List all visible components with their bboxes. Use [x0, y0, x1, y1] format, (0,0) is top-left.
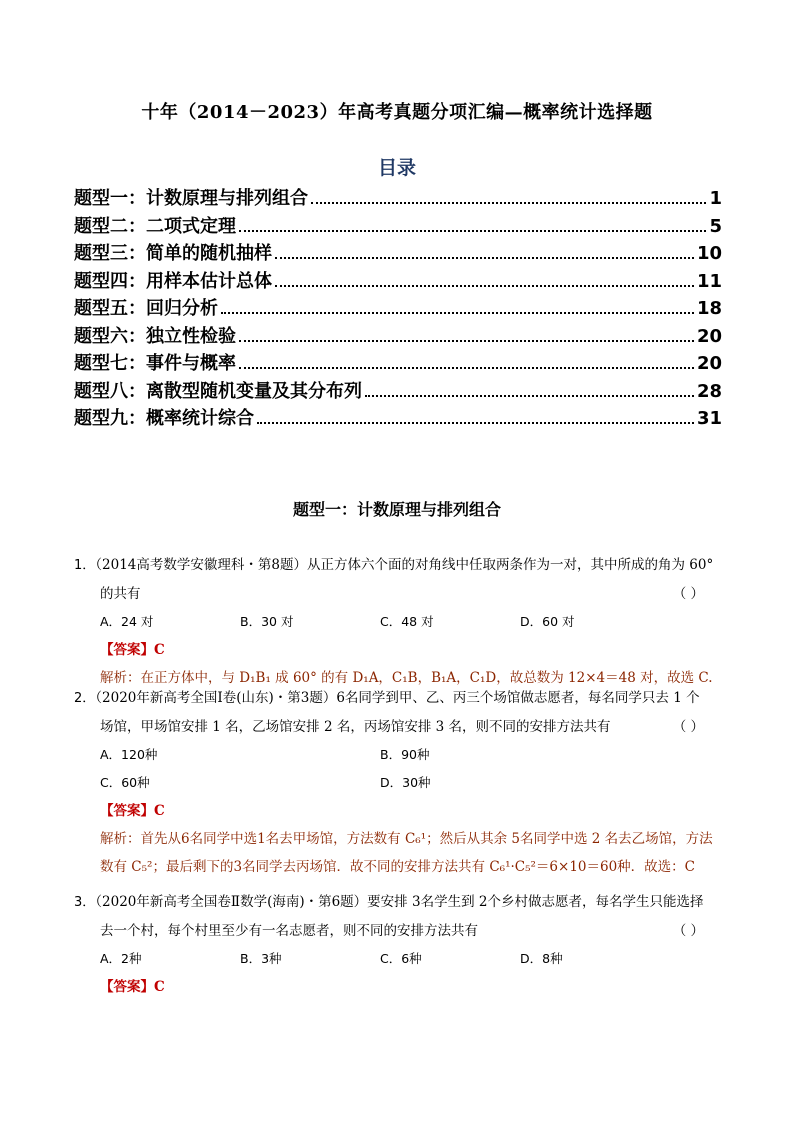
leader-dots: [257, 422, 694, 424]
leader-dots: [275, 257, 694, 259]
leader-dots: [365, 395, 694, 397]
toc-page-number: 28: [696, 380, 722, 402]
toc-item[interactable]: 题型二：二项式定理 5: [74, 215, 722, 237]
leader-dots: [275, 285, 694, 287]
option-a: A．2种: [100, 951, 142, 966]
options: [74, 741, 734, 769]
option-d: D．30种: [380, 775, 431, 790]
option-b: B．3种: [240, 951, 282, 966]
options: [74, 608, 734, 636]
option-a: A．24 对: [100, 614, 154, 629]
answer-bracket: （ ）: [672, 923, 704, 939]
options: [74, 945, 734, 973]
option-b: B．30 对: [240, 614, 294, 629]
toc-item[interactable]: 题型四：用样本估计总体 11: [74, 270, 722, 292]
option-d: D．60 对: [520, 614, 575, 629]
leader-dots: [221, 312, 694, 314]
question-text: 去一个村，每个村里至少有一名志愿者，则不同的安排方法共有: [100, 923, 478, 939]
toc-item[interactable]: 题型三：简单的随机抽样 10: [74, 243, 722, 264]
answer-label: 【答案】C: [100, 803, 165, 819]
table-of-contents: [74, 184, 722, 432]
question-1: [74, 551, 734, 692]
option-c: C．48 对: [380, 614, 434, 629]
document-title: 十年（2014－2023）年高考真题分项汇编—概率统计选择题: [141, 102, 653, 123]
explanation: 解析：在正方体中，与 D₁B₁ 成 60° 的有 D₁A，C₁B，B₁A，C₁D，故总数为 12×4＝48 对，故选 C.: [100, 670, 713, 686]
question-2: [74, 684, 734, 881]
toc-page-number: 20: [696, 353, 722, 374]
toc-page-number: 18: [696, 298, 722, 319]
explanation: 解析：首先从6名同学中选1名去甲场馆，方法数有 C₆¹；然后从其余 5名同学中选 2 名去乙场馆，方法: [100, 831, 713, 847]
options: [74, 769, 734, 797]
option-a: A．120种: [100, 747, 158, 762]
toc-page-number: 10: [696, 243, 722, 264]
toc-item[interactable]: 题型九：概率统计综合 31: [74, 408, 722, 429]
answer-label: 【答案】C: [100, 642, 165, 658]
option-d: D．8种: [520, 951, 563, 966]
toc-item[interactable]: 题型五：回归分析 18: [74, 298, 722, 319]
toc-heading: 目录: [377, 157, 416, 179]
section-title: 题型一：计数原理与排列组合: [292, 500, 501, 519]
question-number: 1．: [74, 558, 96, 573]
option-c: C．60种: [100, 775, 150, 790]
leader-dots: [311, 202, 706, 204]
question-text: 场馆，甲场馆安排 1 名，乙场馆安排 2 名，丙场馆安排 3 名，则不同的安排方法共有: [100, 719, 611, 735]
question-number: 2．: [74, 691, 96, 706]
leader-dots: [239, 230, 706, 232]
answer-bracket: （ ）: [672, 719, 704, 735]
toc-item[interactable]: 题型六：独立性检验 20: [74, 325, 722, 347]
question-text: （2020年新高考全国Ⅰ卷(山东)・第3题）6名同学到甲、乙、丙三个场馆做志愿者，每名同学只去 1 个: [95, 690, 700, 706]
answer-bracket: （ ）: [672, 586, 704, 602]
question-text: （2020年新高考全国卷Ⅱ数学(海南)・第6题）要安排 3名学生到 2个乡村做志愿者，每名学生只能选择: [95, 894, 704, 910]
question-text: （2014高考数学安徽理科・第8题）从正方体六个面的对角线中任取两条作为一对，其中所成的角为 60°: [95, 557, 714, 573]
toc-page-number: 20: [696, 325, 722, 347]
question-text: 的共有: [100, 586, 141, 602]
answer-label: 【答案】C: [100, 979, 165, 995]
leader-dots: [239, 340, 694, 342]
toc-page-number: 31: [696, 408, 722, 429]
question-number: 3．: [74, 895, 96, 910]
toc-item[interactable]: 题型八：离散型随机变量及其分布列 28: [74, 380, 722, 402]
question-3: [74, 888, 734, 1001]
toc-item[interactable]: 题型一：计数原理与排列组合 1: [74, 188, 722, 209]
leader-dots: [239, 367, 694, 369]
toc-page-number: 5: [709, 215, 722, 237]
toc-page-number: 11: [696, 270, 722, 292]
explanation: 数有 C₅²；最后剩下的3名同学去丙场馆．故不同的安排方法共有 C₆¹·C₅²＝6×10＝60种．故选：C: [100, 859, 696, 875]
option-b: B．90种: [380, 747, 430, 762]
toc-page-number: 1: [709, 188, 722, 209]
option-c: C．6种: [380, 951, 422, 966]
toc-item[interactable]: 题型七：事件与概率 20: [74, 353, 722, 374]
